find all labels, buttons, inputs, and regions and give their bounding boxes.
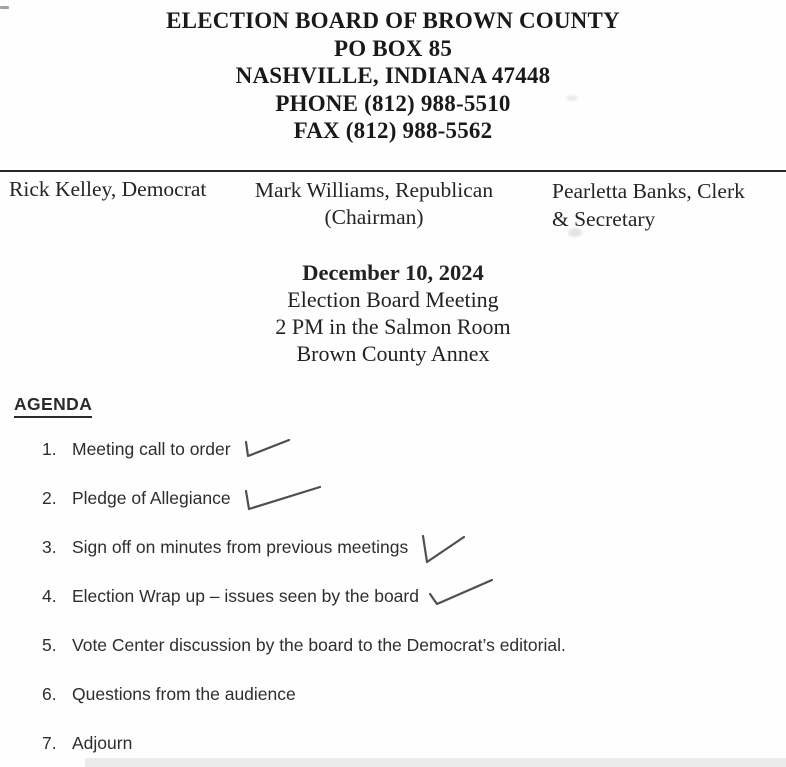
agenda-item-number: 1. (42, 438, 57, 459)
board-members-row (0, 172, 786, 254)
letterhead-org-name: ELECTION BOARD OF BROWN COUNTY (166, 8, 620, 33)
agenda-item (0, 439, 786, 461)
agenda-list (0, 439, 786, 755)
agenda-item-number: 2. (42, 487, 57, 508)
letterhead-fax: FAX (812) 988-5562 (293, 118, 493, 143)
board-member-republican-name: Mark Williams, Republican (254, 177, 494, 202)
checkmark-icon (243, 438, 291, 460)
agenda-item-text: Pledge of Allegiance (72, 487, 231, 508)
meeting-time-location: 2 PM in the Salmon Room (275, 313, 511, 339)
agenda-item (0, 733, 786, 755)
agenda-item-number: 5. (42, 634, 57, 655)
agenda-item-number: 4. (42, 585, 57, 606)
letterhead (0, 0, 786, 145)
agenda-item-text: Vote Center discussion by the board to the Democrat’s editorial. (72, 634, 566, 655)
agenda-item-text: Adjourn (72, 732, 133, 753)
letterhead-city: NASHVILLE, INDIANA 47448 (235, 63, 551, 88)
board-member-clerk (552, 177, 745, 233)
agenda-item (0, 684, 786, 706)
agenda-item-text: Meeting call to order (72, 438, 231, 459)
checkmark-icon (428, 578, 494, 606)
agenda-item-number: 3. (42, 536, 57, 557)
agenda-heading: AGENDA (14, 394, 92, 418)
board-member-republican-title: (Chairman) (324, 204, 424, 229)
agenda-item-text: Questions from the audience (72, 683, 296, 704)
checkmark-icon (419, 533, 467, 565)
meeting-info (0, 259, 786, 367)
scanner-edge-strip (85, 758, 786, 767)
checkmark-icon (244, 485, 322, 511)
agenda-item (0, 586, 786, 608)
meeting-title: Election Board Meeting (287, 286, 499, 312)
agenda-item-number: 7. (42, 732, 57, 753)
meeting-date: December 10, 2024 (302, 259, 484, 285)
agenda-item (0, 488, 786, 510)
agenda-item (0, 635, 786, 657)
agenda-item (0, 537, 786, 559)
agenda-item-number: 6. (42, 683, 57, 704)
board-member-democrat: Rick Kelley, Democrat (9, 176, 207, 201)
agenda-item-text: Sign off on minutes from previous meetings (72, 536, 409, 557)
board-member-clerk-title: & Secretary (552, 206, 656, 231)
meeting-building: Brown County Annex (296, 340, 490, 366)
agenda-item-text: Election Wrap up – issues seen by the board (72, 585, 419, 606)
letterhead-phone: PHONE (812) 988-5510 (275, 90, 511, 116)
board-member-clerk-name: Pearletta Banks, Clerk (552, 178, 745, 203)
board-member-republican (240, 177, 508, 231)
letterhead-po-box: PO BOX 85 (333, 35, 453, 61)
